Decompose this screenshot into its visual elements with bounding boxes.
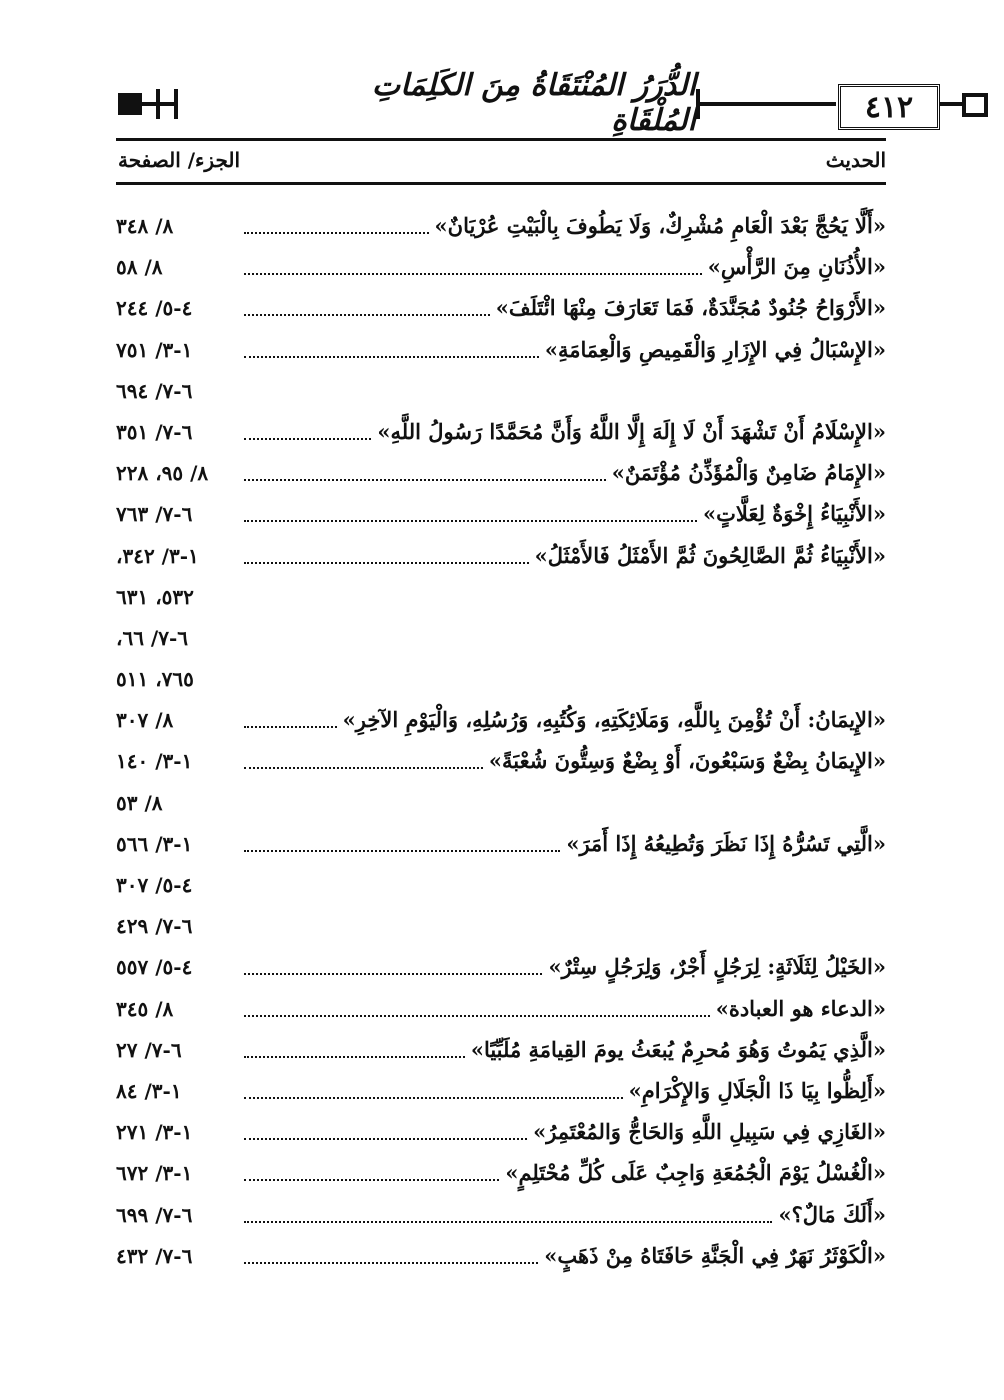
header-rule — [142, 102, 156, 106]
volume-page-ref: ١-٣/ ٢٧١ — [116, 1120, 193, 1145]
ornament-square-right — [962, 93, 988, 117]
volume-page-ref: ٦-٧/ ٤٢٩ — [116, 914, 193, 939]
index-row — [116, 249, 886, 290]
index-row — [116, 743, 886, 784]
hadith-text: «الَّذِي يَمُوتُ وَهُوَ مُحرِمٌ يُبعَثُ يومَ القِيامَةِ مُلَبِّيًا» — [470, 1036, 886, 1062]
volume-page-ref: ٦-٧/ ٧٦٣ — [116, 502, 193, 527]
hadith-text: «الإِيمَانُ بِضْعٌ وَسَبْعُونَ، أَوْ بِضْعٌ وَسِتُّونَ شُعْبَةً» — [488, 748, 886, 774]
index-row — [116, 538, 886, 579]
hadith-text: «الخَيْلُ لِثَلَاثَةٍ: لِرَجُلٍ أَجْرٌ، وَلِرَجُلٍ سِتْرٌ» — [548, 954, 886, 980]
volume-page-ref: ٥٣٢، ٦٣١ — [116, 584, 194, 609]
volume-page-ref: ١-٣/ ٨٤ — [116, 1078, 182, 1103]
running-header — [116, 68, 914, 138]
index-row — [116, 373, 886, 414]
book-title: الدُّرَرُ المُنْتَقَاةُ مِنَ الكَلِمَاتِ المُلْقَاةِ — [296, 78, 696, 128]
hadith-text: «الإِمَامُ ضَامِنٌ وَالْمُؤَذِّنُ مُؤْتَمَنٌ» — [611, 460, 886, 486]
volume-page-ref: ١-٣/ ٦٧٢ — [116, 1161, 193, 1186]
column-header-volume-page: الجزء/ الصفحة — [118, 148, 241, 172]
volume-page-ref: ٨/ ٩٥، ٢٢٨ — [116, 461, 209, 486]
index-row — [116, 702, 886, 743]
index-row — [116, 1197, 886, 1238]
hadith-text: «الْغُسْلُ يَوْمَ الْجُمُعَةِ وَاجِبٌ عَلَى كُلِّ مُحْتَلِمٍ» — [505, 1160, 886, 1186]
index-row — [116, 579, 886, 620]
index-row — [116, 661, 886, 702]
index-row — [116, 1032, 886, 1073]
hadith-text: «الغَازِي فِي سَبِيلِ اللَّهِ وَالحَاجُّ وَالمُعْتَمِرُ» — [533, 1119, 886, 1145]
volume-page-ref: ٨/ ٥٣ — [116, 790, 163, 815]
leader-dots — [244, 312, 490, 316]
leader-dots — [244, 477, 606, 481]
leader-dots — [244, 971, 542, 975]
index-row — [116, 332, 886, 373]
leader-dots — [244, 1054, 465, 1058]
column-header-hadith: الحديث — [825, 148, 886, 172]
leader-dots — [244, 1013, 710, 1017]
index-row — [116, 991, 886, 1032]
index-row — [116, 208, 886, 249]
page-number: ٤١٢ — [838, 84, 940, 130]
leader-dots — [244, 1177, 499, 1181]
volume-page-ref: ٦-٧/ ٦٩٩ — [116, 1202, 193, 1227]
leader-dots — [244, 724, 337, 728]
volume-page-ref: ٦-٧/ ٣٥١ — [116, 419, 193, 444]
index-row — [116, 785, 886, 826]
volume-page-ref: ٨/ ٥٨ — [116, 255, 163, 280]
hadith-text: «الأَرْوَاحُ جُنُودٌ مُجَنَّدَةٌ، فَمَا تَعَارَفَ مِنْهَا ائْتَلَفَ» — [495, 295, 886, 321]
ornament-square-left — [118, 93, 142, 115]
index-row — [116, 826, 886, 867]
header-divider — [696, 89, 700, 119]
volume-page-ref: ١-٣/ ٣٤٢، — [116, 543, 199, 568]
volume-page-ref: ٦-٧/ ٢٧ — [116, 1037, 182, 1062]
leader-dots — [244, 1136, 527, 1140]
index-row — [116, 908, 886, 949]
leader-dots — [244, 848, 560, 852]
volume-page-ref: ٨/ ٣٤٥ — [116, 996, 174, 1021]
hadith-text: «الأُذُنَانِ مِنَ الرَّأْسِ» — [707, 254, 886, 280]
volume-page-ref: ٦-٧/ ٤٣٢ — [116, 1243, 193, 1268]
leader-dots — [244, 518, 697, 522]
index-row — [116, 1073, 886, 1114]
volume-page-ref: ١-٣/ ٧٥١ — [116, 337, 193, 362]
index-row — [116, 290, 886, 331]
index-row — [116, 620, 886, 661]
hadith-text: «أَلَّا يَحُجَّ بَعْدَ الْعَامِ مُشْرِكٌ، وَلَا يَطُوفَ بِالْبَيْتِ عُرْيَانٌ» — [434, 213, 886, 238]
index-row — [116, 1155, 886, 1196]
leader-dots — [244, 1260, 538, 1264]
hadith-text: «الإِيمَانُ: أَنْ تُؤْمِنَ بِاللَّهِ، وَمَلَائِكَتِهِ، وَكُتُبِهِ، وَرُسُلِهِ، وَالْيَوْمِ الآخِرِ» — [342, 707, 886, 733]
hadith-text: «أَلِظُّوا بِيَا ذَا الْجَلَالِ وَالإِكْرَامِ» — [628, 1077, 886, 1103]
volume-page-ref: ١-٣/ ٥٦٦ — [116, 831, 193, 856]
index-row — [116, 455, 886, 496]
leader-dots — [244, 560, 529, 564]
index-row — [116, 1114, 886, 1155]
leader-dots — [244, 1095, 623, 1099]
leader-dots — [244, 271, 702, 275]
volume-page-ref: ٨/ ٣٠٧ — [116, 708, 174, 733]
index-row — [116, 949, 886, 990]
volume-page-ref: ٧٦٥، ٥١١ — [116, 667, 194, 692]
volume-page-ref: ١-٣/ ١٤٠ — [116, 749, 193, 774]
index-row — [116, 414, 886, 455]
hadith-text: «الدعاء هو العبادة» — [715, 995, 886, 1021]
hadith-text: «الأَنْبِيَاءُ ثُمَّ الصَّالِحُونَ ثُمَّ الأَمْثَلُ فَالأَمْثَلُ» — [534, 542, 886, 568]
hadith-text: «الإِسْلَامُ أَنْ تَشْهَدَ أَنْ لَا إِلَهَ إِلَّا اللَّهُ وَأَنَّ مُحَمَّدًا رَسُولُ اللَّهِ» — [377, 418, 886, 444]
hadith-text: «الَّتِي تَسُرُّهُ إِذَا نَظَرَ وَتُطِيعُهُ إِذَا أَمَرَ» — [566, 830, 886, 856]
leader-dots — [244, 354, 539, 358]
hadith-text: «الأَنْبِيَاءُ إِخْوَةٌ لِعَلَّاتٍ» — [703, 501, 886, 527]
index-table — [116, 208, 886, 1279]
volume-page-ref: ٤-٥/ ٥٥٧ — [116, 955, 193, 980]
leader-dots — [244, 230, 429, 234]
hadith-text: «الإِسْبَالُ فِي الإِزَارِ وَالْقَمِيصِ وَالْعِمَامَةِ» — [544, 336, 886, 362]
hadith-text: «أَلَكَ مَالٌ؟» — [778, 1201, 886, 1227]
volume-page-ref: ٤-٥/ ٣٠٧ — [116, 873, 193, 897]
volume-page-ref: ٦-٧/ ٦٩٤ — [116, 378, 193, 403]
hadith-text: «الْكَوْثَرُ نَهَرٌ فِي الْجَنَّةِ حَافَتَاهُ مِنْ ذَهَبٍ» — [544, 1242, 886, 1268]
volume-page-ref: ٨/ ٣٤٨ — [116, 214, 174, 238]
volume-page-ref: ٦-٧/ ٦٦، — [116, 625, 189, 650]
leader-dots — [244, 436, 371, 440]
column-header-rule — [116, 182, 886, 185]
leader-dots — [244, 765, 483, 769]
header-underline — [116, 138, 886, 141]
header-divider — [174, 89, 178, 119]
leader-dots — [244, 1219, 772, 1223]
index-row — [116, 1238, 886, 1279]
volume-page-ref: ٤-٥/ ٢٤٤ — [116, 296, 193, 321]
header-rule — [696, 102, 836, 106]
index-row — [116, 867, 886, 908]
index-row — [116, 496, 886, 537]
